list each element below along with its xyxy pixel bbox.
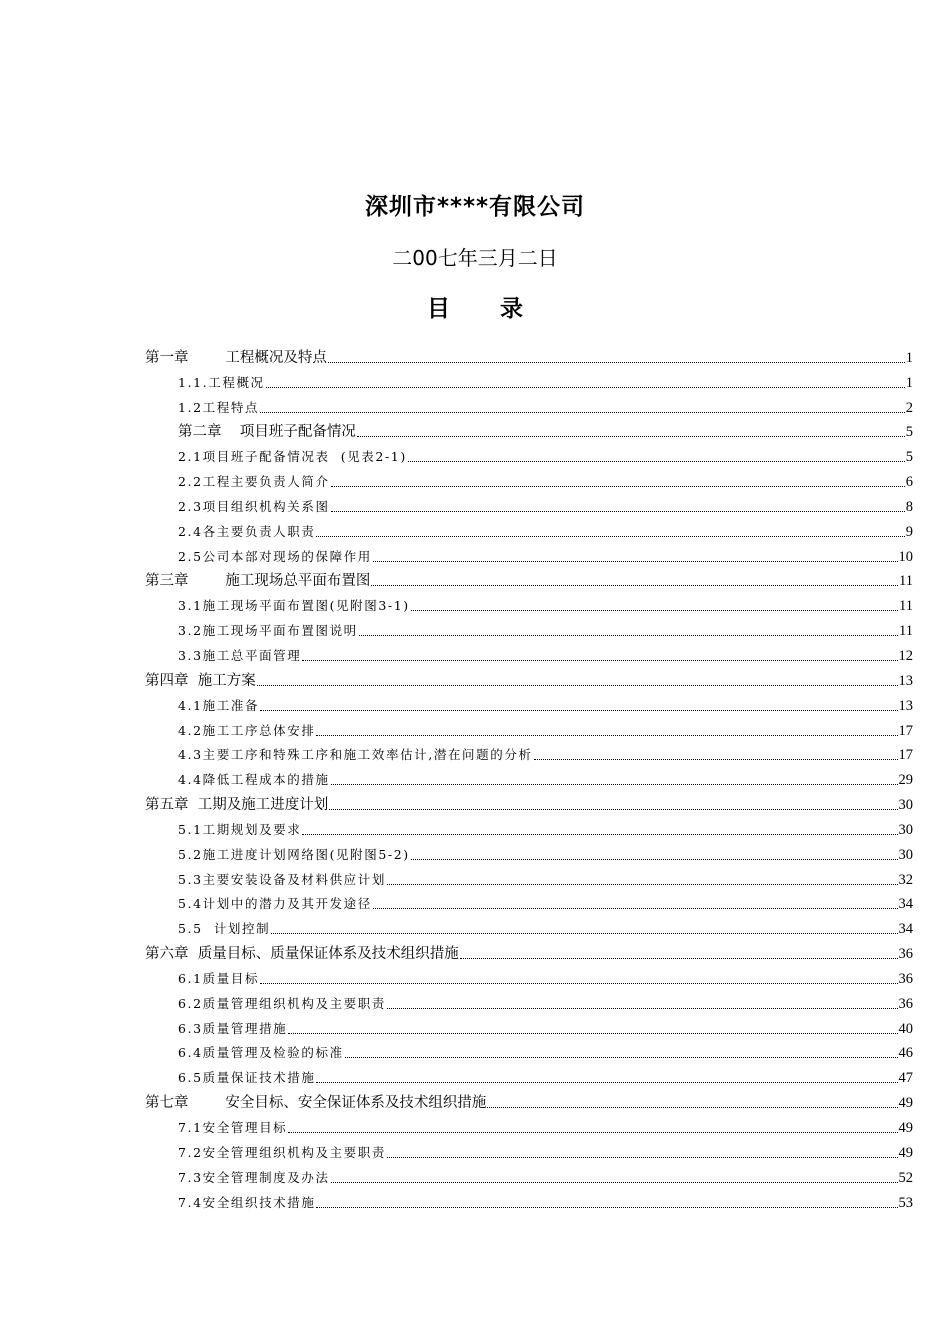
toc-section-entry[interactable] [145,442,913,467]
toc-entry-label: 7.1安全管理目标 [178,1120,288,1135]
toc-page-number: 1 [905,374,913,391]
toc-entry-label: 2.4各主要负责人职责 [178,523,316,539]
dot-leader [534,758,898,760]
toc-page-number: 11 [899,573,913,590]
toc-section-entry[interactable] [145,890,913,915]
toc-page-number: 34 [898,896,913,913]
dot-leader [288,1131,897,1133]
toc-chapter-entry[interactable] [145,343,913,368]
toc-chapter-entry[interactable] [145,666,913,691]
dot-leader [260,411,905,413]
dot-leader [373,907,898,909]
toc-section-entry[interactable] [145,467,913,492]
dot-leader [460,957,898,959]
toc-section-entry[interactable] [145,368,913,393]
toc-section-entry[interactable] [145,492,913,517]
table-of-contents [145,343,913,1213]
toc-section-entry[interactable] [145,989,913,1014]
dot-leader [316,1081,897,1083]
toc-entry-label: 3.3施工总平面管理 [178,647,302,663]
toc-entry-label: 7.4安全组织技术措施 [178,1194,316,1210]
toc-section-entry[interactable] [145,616,913,641]
dot-leader [331,783,898,785]
dot-leader [302,659,897,661]
toc-chapter-entry[interactable] [145,567,913,592]
toc-section-entry[interactable] [145,1163,913,1188]
dot-leader [316,535,904,537]
toc-page-number: 32 [898,871,913,888]
dot-leader [260,709,897,711]
toc-entry-label: 2.2工程主要负责人简介 [178,474,330,490]
toc-section-entry[interactable] [145,1063,913,1088]
toc-page-number: 53 [898,1194,913,1211]
toc-entry-label: 6.5质量保证技术措施 [178,1070,316,1086]
toc-section-entry[interactable] [145,1014,913,1039]
toc-entry-label: 5.5 计划控制 [178,921,271,937]
toc-section-entry[interactable] [145,716,913,741]
toc-section-entry[interactable] [145,1138,913,1163]
toc-entry-label: 第五章 工期及施工进度计划 [145,797,329,814]
toc-entry-label: 第四章 施工方案 [145,672,256,689]
company-name: 深圳市****有限公司 [364,194,586,220]
dot-leader [316,1206,897,1208]
toc-entry-label: 第六章 质量目标、质量保证体系及技术组织措施 [145,946,459,963]
toc-page-number: 36 [898,995,913,1012]
toc-section-entry[interactable] [145,591,913,616]
toc-page-number: 49 [898,1095,913,1112]
toc-entry-label: 6.3质量管理措施 [178,1020,288,1036]
toc-section-entry[interactable] [145,840,913,865]
toc-entry-label: 第一章 工程概况及特点 [145,349,327,366]
toc-page-number: 17 [898,722,913,739]
toc-section-entry[interactable] [145,741,913,766]
dot-leader [371,584,898,586]
dot-leader [359,634,898,636]
toc-page-number: 2 [905,399,913,416]
toc-page-number: 46 [898,1045,913,1062]
dot-leader [331,510,905,512]
dot-leader [411,609,898,611]
dot-leader [411,858,898,860]
dot-leader [331,485,905,487]
toc-entry-label: 第二章 项目班子配备情况 [178,424,356,441]
dot-leader [357,435,905,437]
toc-entry-label: 5.3主要安装设备及材料供应计划 [178,871,386,887]
toc-page-number: 9 [905,523,913,540]
dot-leader [266,386,905,388]
toc-entry-label: 3.1施工现场平面布置图(见附图3-1) [178,598,410,614]
dot-leader [316,734,897,736]
toc-section-entry[interactable] [145,1039,913,1064]
toc-entry-label: 1.2工程特点 [178,399,260,415]
toc-page-number: 30 [898,846,913,863]
toc-entry-label: 5.1工期规划及要求 [178,821,302,837]
toc-section-entry[interactable] [145,517,913,542]
toc-title: 目录 [427,296,573,322]
toc-chapter-entry[interactable] [145,939,913,964]
toc-entry-label: 2.5公司本部对现场的保障作用 [178,548,372,564]
toc-section-entry[interactable] [145,865,913,890]
toc-page-number: 36 [898,946,913,963]
toc-page-number: 11 [899,623,913,640]
toc-entry-label: 第七章 安全目标、安全保证体系及技术组织措施 [145,1095,487,1112]
toc-entry-label: 4.4降低工程成本的措施 [178,772,330,788]
toc-page-number: 11 [899,598,913,615]
dot-leader [387,883,898,885]
toc-entry-label: 4.1施工准备 [178,697,260,713]
dot-leader [257,684,898,686]
toc-page-number: 1 [905,349,913,366]
toc-page-number: 10 [898,548,913,565]
toc-page-number: 49 [898,1120,913,1136]
toc-page-number: 29 [898,772,913,789]
toc-entry-label: 7.3安全管理制度及办法 [178,1169,330,1185]
toc-page-number: 30 [898,797,913,814]
toc-section-entry[interactable] [145,393,913,418]
dot-leader [328,361,905,363]
toc-page-number: 30 [898,821,913,838]
dot-leader [331,1181,898,1183]
dot-leader [408,460,905,462]
toc-page-number: 52 [898,1169,913,1186]
toc-section-entry[interactable] [145,914,913,939]
toc-page-number: 5 [905,424,913,441]
dot-leader [271,932,897,934]
toc-entry-label: 5.2施工进度计划网络图(见附图5-2) [178,846,410,862]
toc-entry-label: 4.2施工工序总体安排 [178,722,316,738]
toc-entry-label: 6.4质量管理及检验的标准 [178,1045,344,1061]
dot-leader [329,808,897,810]
toc-chapter-entry[interactable] [145,1088,913,1113]
toc-page-number: 13 [898,697,913,714]
document-date: 二00七年三月二日 [392,246,558,270]
toc-chapter-entry[interactable] [145,790,913,815]
toc-section-entry[interactable] [145,542,913,567]
toc-page-number: 12 [898,647,913,664]
dot-leader [387,1007,898,1009]
toc-section-entry[interactable] [145,641,913,666]
toc-section-entry[interactable] [145,1113,913,1138]
toc-entry-label: 6.2质量管理组织机构及主要职责 [178,995,386,1011]
toc-page-number: 6 [905,474,913,491]
toc-entry-label: 2.1项目班子配备情况表 (见表2-1) [178,449,407,465]
dot-leader [387,1156,898,1158]
dot-leader [487,1106,897,1108]
toc-page-number: 8 [905,498,913,515]
toc-entry-label: 1.1.工程概况 [178,374,265,390]
toc-entry-label: 4.3主要工序和特殊工序和施工效率估计,潜在问题的分析 [178,747,533,763]
toc-section-entry[interactable] [145,765,913,790]
toc-page-number: 5 [905,449,913,466]
dot-leader [288,1032,897,1034]
toc-page-number: 13 [898,672,913,689]
dot-leader [345,1056,898,1058]
dot-leader [260,982,897,984]
toc-entry-label: 5.4计划中的潜力及其开发途径 [178,896,372,912]
toc-chapter-entry[interactable] [145,418,913,443]
toc-page-number: 34 [898,921,913,938]
toc-entry-label: 7.2安全管理组织机构及主要职责 [178,1144,386,1160]
toc-section-entry[interactable] [145,964,913,989]
toc-entry-label: 6.1质量目标 [178,970,260,986]
dot-leader [373,560,898,562]
toc-page-number: 36 [898,970,913,987]
toc-entry-label: 3.2施工现场平面布置图说明 [178,623,358,639]
toc-page-number: 49 [898,1144,913,1161]
toc-section-entry[interactable] [145,691,913,716]
toc-page-number: 17 [898,747,913,764]
toc-section-entry[interactable] [145,815,913,840]
toc-section-entry[interactable] [145,1188,913,1213]
toc-entry-label: 第三章 施工现场总平面布置图 [145,573,371,590]
toc-entry-label: 2.3项目组织机构关系图 [178,498,330,514]
toc-page-number: 47 [898,1070,913,1087]
toc-page-number: 40 [898,1020,913,1037]
dot-leader [302,833,897,835]
